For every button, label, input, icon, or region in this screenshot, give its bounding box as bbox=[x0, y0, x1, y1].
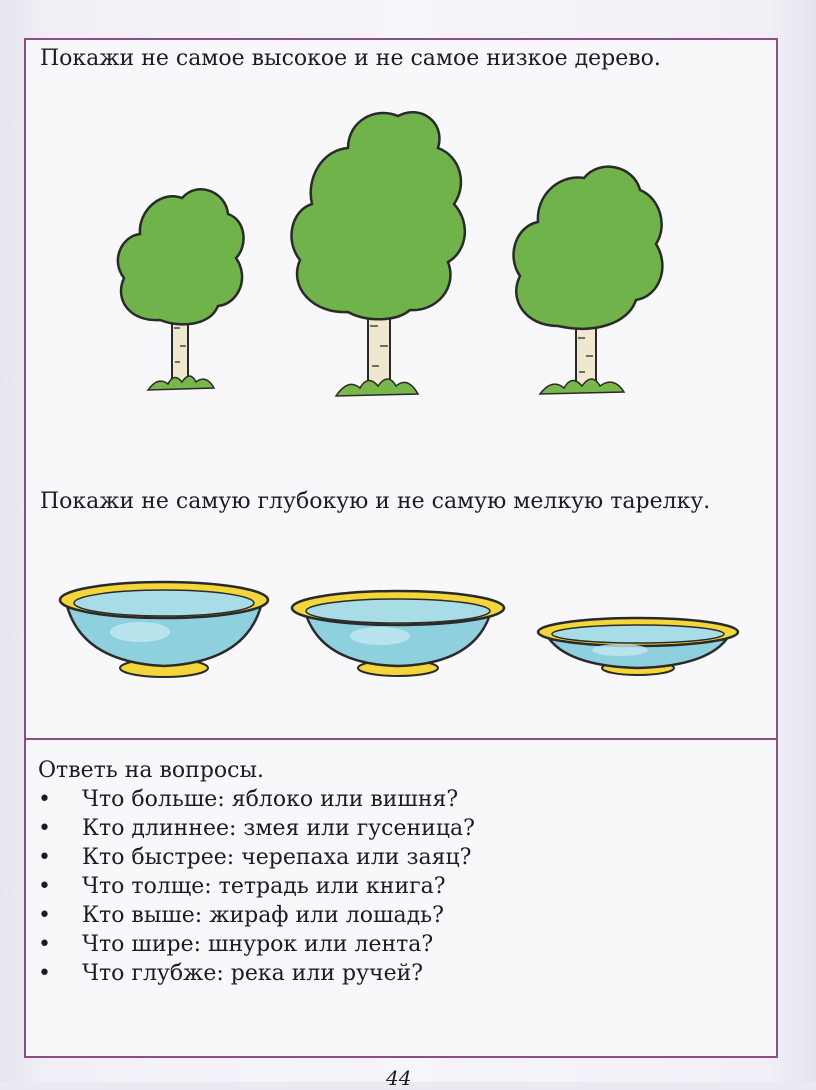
question-item: • Кто выше: жираф или лошадь? bbox=[38, 901, 738, 930]
trees-task-text: Покажи не самое высокое и не самое низкое дерево. bbox=[40, 46, 661, 71]
plate-icon[interactable] bbox=[60, 582, 268, 677]
tree-icon[interactable] bbox=[514, 167, 663, 394]
question-item: • Что больше: яблоко или вишня? bbox=[38, 785, 738, 814]
plates-task-text: Покажи не самую глубокую и не самую мелкую тарелку. bbox=[40, 489, 711, 514]
trees-illustration bbox=[100, 100, 720, 410]
plates-illustration bbox=[50, 570, 750, 690]
section-divider bbox=[24, 738, 778, 740]
questions-list bbox=[38, 785, 738, 988]
question-item: • Кто длиннее: змея или гусеница? bbox=[38, 814, 738, 843]
question-item: • Что глубже: река или ручей? bbox=[38, 959, 738, 988]
question-item: • Что шире: шнурок или лента? bbox=[38, 930, 738, 959]
questions-title: Ответь на вопросы. bbox=[38, 758, 264, 783]
question-item: • Кто быстрее: черепаха или заяц? bbox=[38, 843, 738, 872]
page-number: 44 bbox=[386, 1066, 412, 1090]
tree-icon[interactable] bbox=[118, 189, 244, 390]
plate-icon[interactable] bbox=[538, 618, 738, 675]
questions-section bbox=[38, 756, 738, 988]
plate-icon[interactable] bbox=[292, 591, 504, 676]
tree-icon[interactable] bbox=[291, 112, 464, 396]
question-item: • Что толще: тетрадь или книга? bbox=[38, 872, 738, 901]
